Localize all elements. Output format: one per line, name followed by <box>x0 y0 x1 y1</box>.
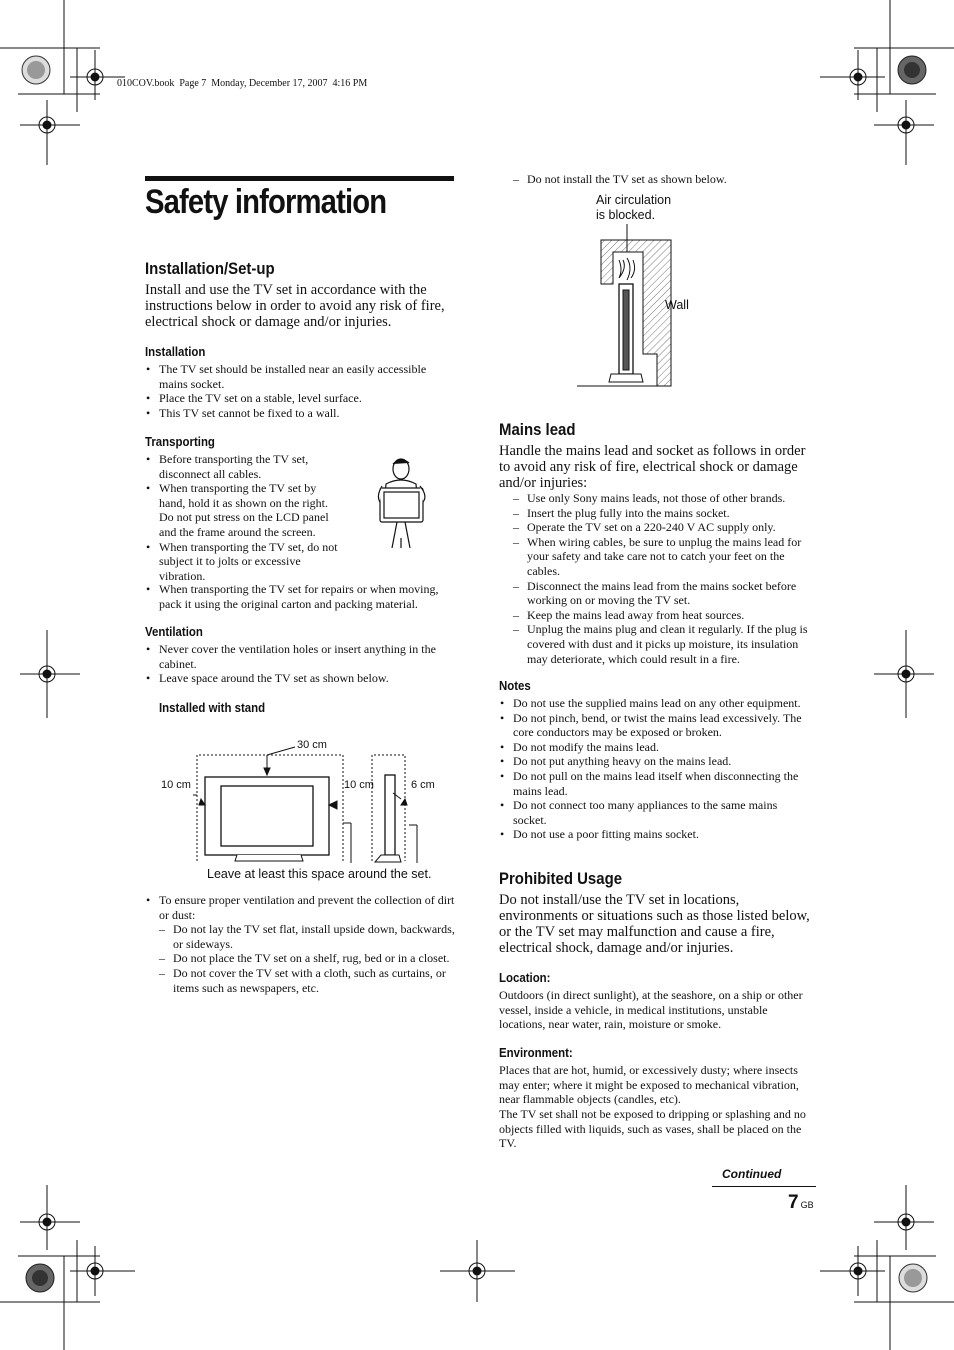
list-item: – When wiring cables, be sure to unplug the mains lead for your safety and take care not to catch your feet on the cables. <box>513 535 811 579</box>
notes-heading: Notes <box>499 678 531 693</box>
person-carrying-tv-illustration <box>372 456 432 550</box>
installation-setup-heading: Installation/Set-up <box>145 259 275 278</box>
clearance-right-label: 10 cm <box>344 779 374 791</box>
clearance-top-label: 30 cm <box>297 739 327 751</box>
installed-with-stand-heading: Installed with stand <box>159 700 266 715</box>
list-item: – Keep the mains lead away from heat sources. <box>513 608 811 623</box>
list-item: • When transporting the TV set for repairs or when moving, pack it using the original carton and packing material. <box>145 582 457 611</box>
clearance-caption: Leave at least this space around the set. <box>207 867 432 881</box>
list-item: – Operate the TV set on a 220-240 V AC supply only. <box>513 520 811 535</box>
list-item: • When transporting the TV set, do not subject it to jolts or excessive vibration. <box>145 540 345 584</box>
list-item: • Do not modify the mains lead. <box>499 740 811 755</box>
list-item: • Do not pull on the mains lead itself when disconnecting the mains lead. <box>499 769 811 798</box>
mains-lead-intro: Handle the mains lead and socket as follows in order to avoid any risk of fire, electrical shock or damage and/or injuries: <box>499 443 806 491</box>
list-item: – Do not lay the TV set flat, install upside down, backwards, or sideways. <box>159 922 457 951</box>
environment-text-2: The TV set shall not be exposed to dripping or splashing and no objects filled with liquids, such as vases, shall be placed on the TV. <box>499 1107 806 1151</box>
mains-lead-heading: Mains lead <box>499 420 576 439</box>
transporting-list-short <box>145 452 345 583</box>
environment-heading: Environment: <box>499 1045 573 1060</box>
list-item: • Place the TV set on a stable, level surface. <box>145 391 450 406</box>
mains-lead-list <box>513 491 811 666</box>
list-item: • Never cover the ventilation holes or insert anything in the cabinet. <box>145 642 457 671</box>
list-item: – Do not install the TV set as shown below. <box>513 172 813 187</box>
continued-label: Continued <box>722 1167 782 1181</box>
proper-ventilation-list <box>145 893 457 995</box>
transporting-list-long <box>145 582 457 611</box>
list-item: • To ensure proper ventilation and prevent the collection of dirt or dust: – Do not lay the TV set flat, install upside down, backwards, or sideways. – Do not place the TV set on a shelf, rug, bed or in a closet. – Do not cover the TV set with a cloth, such as curtains, or items such as newspapers, etc. <box>145 893 457 995</box>
list-item: • Before transporting the TV set, disconnect all cables. <box>145 452 345 481</box>
list-item: • Do not connect too many appliances to the same mains socket. <box>499 798 811 827</box>
notes-list <box>499 696 811 842</box>
list-item: • When transporting the TV set by hand, hold it as shown on the right. Do not put stress on the LCD panel and the frame around the screen. <box>145 481 345 539</box>
air-circulation-label-1: Air circulation <box>596 193 672 207</box>
ventilation-heading: Ventilation <box>145 624 203 639</box>
list-item: • Do not put anything heavy on the mains lead. <box>499 754 811 769</box>
prohibited-usage-heading: Prohibited Usage <box>499 869 623 888</box>
list-item: – Unplug the mains plug and clean it regularly. If the plug is covered with dust and it picks up moisture, its insulation may deteriorate, which could result in a fire. <box>513 622 811 666</box>
page-number: 7 GB <box>788 1192 814 1213</box>
list-item: – Use only Sony mains leads, not those of other brands. <box>513 491 811 506</box>
list-item: – Insert the plug fully into the mains socket. <box>513 506 811 521</box>
installation-setup-intro: Install and use the TV set in accordance with the instructions below in order to avoid any risk of fire, electrical shock or damage and/or injuries. <box>145 282 445 330</box>
list-item: • The TV set should be installed near an easily accessible mains socket. <box>145 362 450 391</box>
wall-intro <box>513 172 813 187</box>
list-item: • This TV set cannot be fixed to a wall. <box>145 406 450 421</box>
prohibited-usage-intro: Do not install/use the TV set in locations, environments or situations such as those listed below, or the TV set may malfunction and cause a fire, electrical shock, damage and/or injuries. <box>499 892 810 956</box>
page-title: Safety information <box>145 183 387 221</box>
ventilation-list <box>145 642 457 686</box>
list-item: – Do not cover the TV set with a cloth, such as curtains, or items such as newspapers, etc. <box>159 966 457 995</box>
environment-text-1: Places that are hot, humid, or excessively dusty; where insects may enter; where it might be exposed to mechanical vibration, near flammable objects (candles, etc). <box>499 1063 799 1107</box>
print-info: 010COV.book Page 7 Monday, December 17, 2007 4:16 PM <box>117 78 368 89</box>
title-rule <box>145 176 454 181</box>
clearance-side-label: 6 cm <box>411 779 435 791</box>
clearance-left-label: 10 cm <box>161 779 191 791</box>
installation-heading: Installation <box>145 344 206 359</box>
proper-ventilation-sublist <box>159 922 457 995</box>
transporting-heading: Transporting <box>145 434 215 449</box>
list-item: • Do not use the supplied mains lead on any other equipment. <box>499 696 811 711</box>
list-item: – Disconnect the mains lead from the mains socket before working on or moving the TV set. <box>513 579 811 608</box>
list-item: • Do not use a poor fitting mains socket. <box>499 827 811 842</box>
clearance-diagram <box>155 735 455 885</box>
wall-label: Wall <box>665 298 689 312</box>
list-item: • Do not pinch, bend, or twist the mains lead excessively. The core conductors may be exposed or broken. <box>499 711 811 740</box>
installation-list <box>145 362 450 420</box>
air-circulation-label-2: is blocked. <box>596 208 656 222</box>
list-item: • Leave space around the TV set as shown below. <box>145 671 457 686</box>
list-item: – Do not place the TV set on a shelf, rug, bed or in a closet. <box>159 951 457 966</box>
footer-rule <box>712 1186 816 1187</box>
location-text: Outdoors (in direct sunlight), at the seashore, on a ship or other vessel, inside a vehicle, in medical institutions, unstable locations, near water, rain, moisture or smoke. <box>499 988 803 1032</box>
location-heading: Location: <box>499 970 551 985</box>
